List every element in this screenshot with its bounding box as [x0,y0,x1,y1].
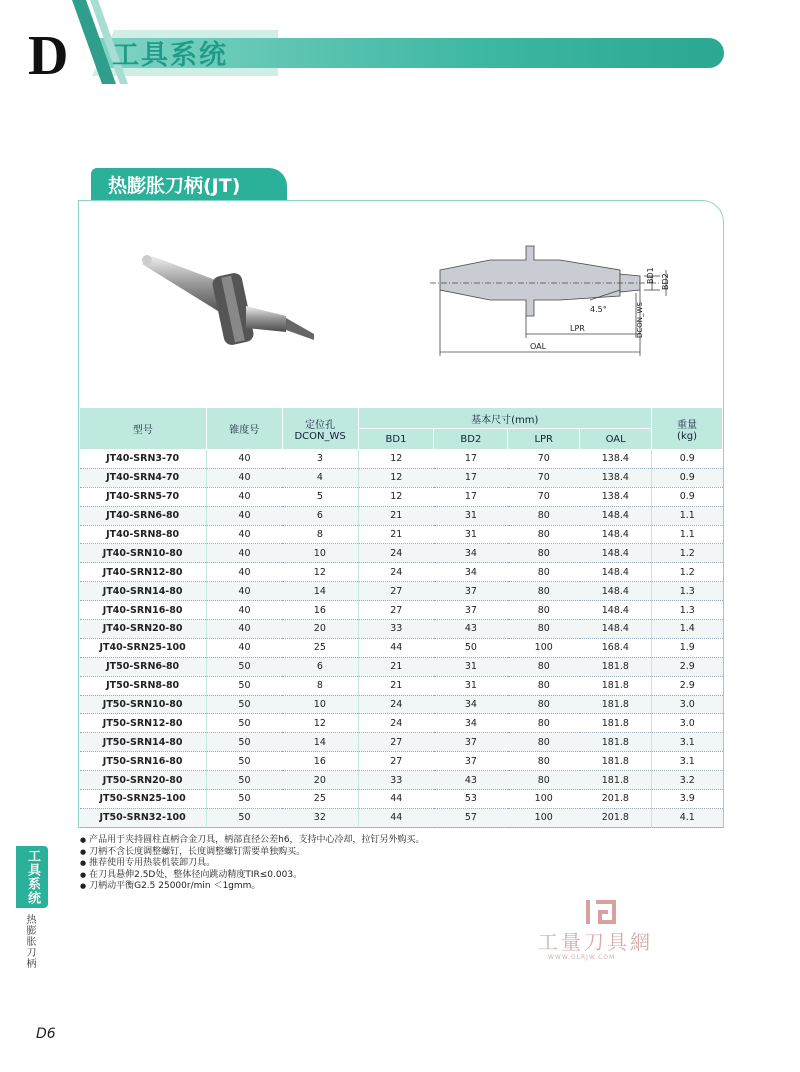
cell-hole: 14 [282,733,358,752]
note-item: ● 产品用于夹持圆柱直柄合金刀具，柄部直径公差h6，支持中心冷却，拉钉另外购买。 [80,835,425,847]
watermark-url: WWW.GLRJW.COM [548,954,616,961]
cell-lpr: 80 [508,620,580,639]
cell-bd2: 17 [434,468,508,487]
cell-bd2: 37 [434,601,508,620]
cell-lpr: 80 [508,582,580,601]
cell-bd2: 34 [434,695,508,714]
cell-hole: 16 [282,601,358,620]
cell-model: JT40-SRN3-70 [80,450,207,469]
cell-lpr: 80 [508,525,580,544]
cell-bd1: 24 [358,563,434,582]
cell-bd1: 12 [358,487,434,506]
cell-model: JT40-SRN6-80 [80,506,207,525]
cell-bd1: 12 [358,450,434,469]
cell-oal: 181.8 [580,771,652,790]
cell-bd1: 21 [358,506,434,525]
label-oal: OAL [530,342,547,351]
table-row [80,733,723,752]
cell-weight: 3.0 [652,714,723,733]
cell-hole: 8 [282,525,358,544]
cell-model: JT40-SRN14-80 [80,582,207,601]
cell-taper: 50 [206,808,282,827]
cell-taper: 50 [206,790,282,809]
cell-oal: 148.4 [580,506,652,525]
cell-bd2: 34 [434,563,508,582]
table-row [80,790,723,809]
cell-lpr: 80 [508,563,580,582]
cell-taper: 40 [206,525,282,544]
cell-oal: 181.8 [580,657,652,676]
table-row [80,808,723,827]
cell-lpr: 80 [508,695,580,714]
cell-oal: 138.4 [580,487,652,506]
cell-model: JT50-SRN25-100 [80,790,207,809]
cell-taper: 50 [206,657,282,676]
cell-bd2: 31 [434,506,508,525]
cell-model: JT50-SRN12-80 [80,714,207,733]
cell-lpr: 80 [508,506,580,525]
cell-bd2: 31 [434,525,508,544]
cell-lpr: 80 [508,752,580,771]
col-header-oal: OAL [580,429,652,450]
cell-taper: 40 [206,487,282,506]
cell-hole: 25 [282,790,358,809]
cell-taper: 50 [206,676,282,695]
cell-lpr: 70 [508,487,580,506]
cell-bd2: 34 [434,714,508,733]
cell-weight: 1.9 [652,638,723,657]
cell-oal: 148.4 [580,563,652,582]
table-row [80,582,723,601]
col-header-taper: 锥度号 [206,408,282,450]
cell-weight: 3.0 [652,695,723,714]
cell-model: JT40-SRN25-100 [80,638,207,657]
cell-taper: 50 [206,714,282,733]
col-header-hole-line1: 定位孔 [305,419,336,431]
cell-lpr: 70 [508,468,580,487]
cell-model: JT50-SRN16-80 [80,752,207,771]
cell-bd2: 53 [434,790,508,809]
cell-oal: 148.4 [580,620,652,639]
cell-weight: 1.2 [652,544,723,563]
cell-hole: 8 [282,676,358,695]
col-header-hole [282,408,358,450]
side-chapter-tab: 工具系统 [16,846,48,908]
cell-hole: 20 [282,771,358,790]
cell-taper: 40 [206,601,282,620]
cell-bd2: 31 [434,657,508,676]
cell-bd2: 50 [434,638,508,657]
cell-bd1: 27 [358,601,434,620]
table-row [80,544,723,563]
side-chapter-subtitle: 热膨胀刀柄 [24,914,35,969]
cell-oal: 138.4 [580,450,652,469]
cell-bd2: 37 [434,733,508,752]
cell-weight: 3.1 [652,752,723,771]
notes-list [80,835,425,893]
cell-bd2: 57 [434,808,508,827]
cell-weight: 0.9 [652,487,723,506]
cell-oal: 181.8 [580,752,652,771]
chapter-letter: D [28,25,69,87]
table-row [80,525,723,544]
watermark-text: 工量刀具網 [538,930,653,954]
table-row [80,752,723,771]
cell-weight: 4.1 [652,808,723,827]
col-header-bd2: BD2 [434,429,508,450]
page-number: D6 [36,1026,56,1042]
cell-bd1: 44 [358,808,434,827]
note-item: ● 在刀具悬伸2.5D处，整体径向跳动精度TIR≤0.003。 [80,870,425,882]
cell-hole: 10 [282,695,358,714]
col-header-weight-line2: (kg) [677,430,697,442]
cell-taper: 40 [206,544,282,563]
cell-model: JT50-SRN20-80 [80,771,207,790]
table-row [80,638,723,657]
cell-bd1: 44 [358,790,434,809]
col-header-hole-line2: DCON_WS [294,430,346,442]
cell-hole: 16 [282,752,358,771]
cell-weight: 1.2 [652,563,723,582]
cell-hole: 6 [282,657,358,676]
cell-model: JT50-SRN8-80 [80,676,207,695]
table-row [80,601,723,620]
label-dcon: DCON_WS [636,302,644,338]
cell-bd1: 21 [358,525,434,544]
cell-oal: 148.4 [580,525,652,544]
cell-taper: 50 [206,771,282,790]
cell-model: JT50-SRN6-80 [80,657,207,676]
label-lpr: LPR [570,324,585,333]
cell-oal: 181.8 [580,676,652,695]
table-row [80,487,723,506]
cell-hole: 4 [282,468,358,487]
col-header-lpr: LPR [508,429,580,450]
cell-bd1: 12 [358,468,434,487]
cell-model: JT50-SRN14-80 [80,733,207,752]
cell-lpr: 80 [508,733,580,752]
cell-hole: 6 [282,506,358,525]
cell-bd1: 21 [358,676,434,695]
cell-taper: 50 [206,752,282,771]
cell-lpr: 80 [508,676,580,695]
cell-lpr: 100 [508,808,580,827]
cell-model: JT40-SRN8-80 [80,525,207,544]
cell-taper: 40 [206,638,282,657]
cell-weight: 3.1 [652,733,723,752]
cell-weight: 1.4 [652,620,723,639]
cell-lpr: 80 [508,601,580,620]
cell-lpr: 100 [508,638,580,657]
table-row [80,771,723,790]
col-header-weight [652,408,723,450]
cell-hole: 3 [282,450,358,469]
cell-oal: 148.4 [580,582,652,601]
label-bd1: BD1 [646,267,655,284]
cell-hole: 10 [282,544,358,563]
cell-weight: 1.1 [652,525,723,544]
cell-taper: 40 [206,468,282,487]
cell-taper: 50 [206,733,282,752]
cell-model: JT40-SRN5-70 [80,487,207,506]
note-item: ● 刀柄不含长度调整螺钉，长度调整螺钉需要单独购买。 [80,847,425,859]
cell-bd1: 24 [358,695,434,714]
cell-bd1: 21 [358,657,434,676]
note-item: ● 推荐使用专用热装机装卸刀具。 [80,858,425,870]
cell-oal: 148.4 [580,601,652,620]
col-header-bd1: BD1 [358,429,434,450]
cell-weight: 1.1 [652,506,723,525]
cell-taper: 40 [206,563,282,582]
cell-hole: 12 [282,714,358,733]
cell-oal: 138.4 [580,468,652,487]
cell-hole: 25 [282,638,358,657]
cell-bd1: 24 [358,714,434,733]
cell-lpr: 80 [508,714,580,733]
cell-bd2: 37 [434,582,508,601]
cell-bd1: 24 [358,544,434,563]
cell-model: JT40-SRN16-80 [80,601,207,620]
cell-lpr: 80 [508,544,580,563]
cell-taper: 40 [206,450,282,469]
cell-taper: 40 [206,620,282,639]
cell-model: JT40-SRN20-80 [80,620,207,639]
table-row [80,563,723,582]
cell-bd2: 34 [434,544,508,563]
cell-weight: 0.9 [652,468,723,487]
cell-oal: 181.8 [580,733,652,752]
table-row [80,695,723,714]
cell-lpr: 80 [508,657,580,676]
table-row [80,506,723,525]
cell-weight: 3.9 [652,790,723,809]
note-item: ● 刀柄动平衡G2.5 25000r/min ＜1gmm。 [80,881,425,893]
cell-hole: 20 [282,620,358,639]
cell-taper: 40 [206,582,282,601]
table-row [80,714,723,733]
cell-bd2: 37 [434,752,508,771]
product-photo [136,236,326,366]
cell-bd1: 27 [358,752,434,771]
cell-hole: 32 [282,808,358,827]
technical-drawing [430,238,700,368]
cell-weight: 2.9 [652,657,723,676]
cell-hole: 14 [282,582,358,601]
cell-bd2: 17 [434,487,508,506]
col-header-weight-line1: 重量 [677,419,698,431]
cell-model: JT50-SRN10-80 [80,695,207,714]
cell-oal: 201.8 [580,790,652,809]
cell-bd1: 44 [358,638,434,657]
table-row [80,620,723,639]
cell-bd2: 43 [434,771,508,790]
col-header-basic-dims: 基本尺寸(mm) [358,408,652,429]
spec-table [79,407,723,828]
cell-bd1: 27 [358,582,434,601]
cell-weight: 1.3 [652,582,723,601]
cell-bd1: 33 [358,771,434,790]
cell-lpr: 70 [508,450,580,469]
cell-lpr: 80 [508,771,580,790]
cell-bd1: 27 [358,733,434,752]
cell-model: JT40-SRN4-70 [80,468,207,487]
cell-oal: 181.8 [580,695,652,714]
cell-model: JT50-SRN32-100 [80,808,207,827]
table-row [80,657,723,676]
watermark-logo [584,898,620,926]
cell-taper: 40 [206,506,282,525]
cell-bd2: 31 [434,676,508,695]
cell-weight: 0.9 [652,450,723,469]
cell-lpr: 100 [508,790,580,809]
cell-oal: 148.4 [580,544,652,563]
cell-bd1: 33 [358,620,434,639]
cell-oal: 168.4 [580,638,652,657]
label-bd2: BD2 [661,273,670,290]
cell-oal: 181.8 [580,714,652,733]
table-row [80,450,723,469]
cell-taper: 50 [206,695,282,714]
cell-hole: 12 [282,563,358,582]
cell-hole: 5 [282,487,358,506]
cell-model: JT40-SRN10-80 [80,544,207,563]
cell-bd2: 43 [434,620,508,639]
cell-weight: 1.3 [652,601,723,620]
section-title: 热膨胀刀柄(JT) [108,175,241,197]
cell-oal: 201.8 [580,808,652,827]
cell-bd2: 17 [434,450,508,469]
chapter-title: 工具系统 [112,40,228,71]
col-header-model: 型号 [80,408,207,450]
table-row [80,468,723,487]
cell-model: JT40-SRN12-80 [80,563,207,582]
cell-weight: 2.9 [652,676,723,695]
cell-weight: 3.2 [652,771,723,790]
table-row [80,676,723,695]
label-angle: 4.5° [590,305,607,314]
